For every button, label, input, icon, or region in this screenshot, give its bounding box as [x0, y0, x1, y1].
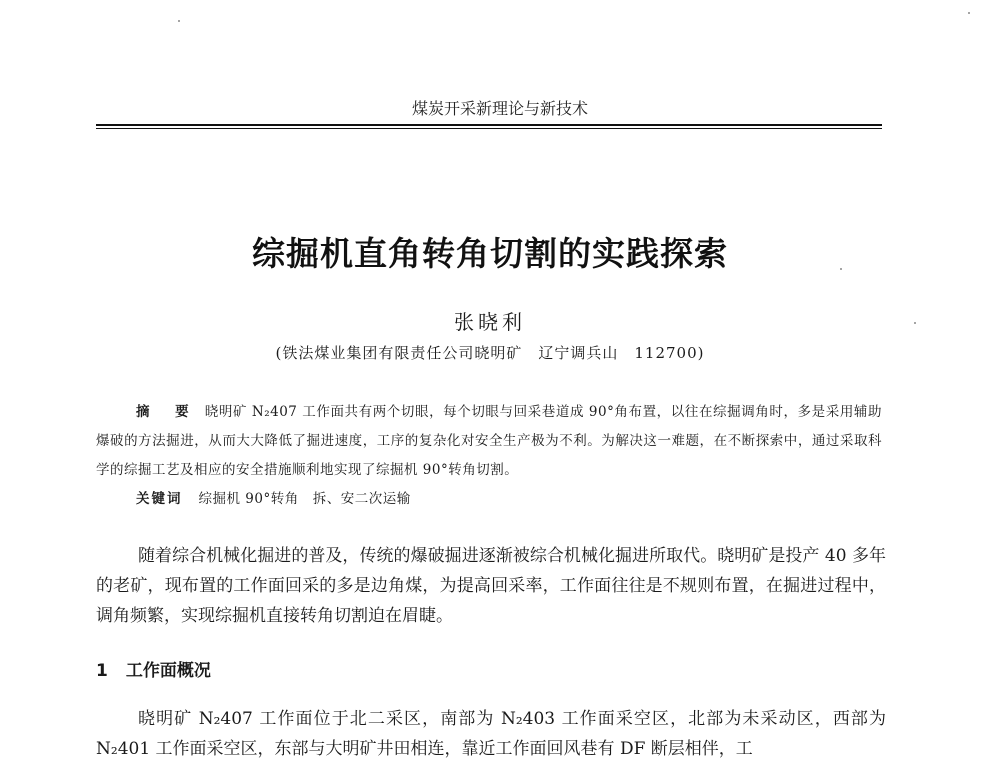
author-name: 张晓利 — [454, 310, 526, 334]
scan-speck — [914, 322, 916, 324]
keywords-label: 关键词 — [136, 491, 183, 507]
section-title: 工作面概况 — [125, 661, 211, 681]
section-heading — [96, 656, 211, 681]
header-rule-thin — [96, 128, 882, 129]
scan-speck — [178, 20, 180, 22]
abstract-text: 晓明矿 N₂407 工作面共有两个切眼，每个切眼与回采巷道成 90°角布置，以往在综掘调角时，多是采用辅助爆破的方法掘进，从而大大降低了掘进速度，工序的复杂化对安全生产极为不利。为解决这一难题，在不断探索中，通过采取科学的综掘工艺及相应的安全措施顺利地实现了综掘机 90°转角切割。 — [96, 404, 882, 478]
running-header: 煤炭开采新理论与新技术 — [411, 99, 588, 118]
author-affiliation: (铁法煤业集团有限责任公司晓明矿 辽宁调兵山 112700) — [275, 344, 705, 362]
keywords-block — [136, 487, 882, 507]
paper-title: 综掘机直角转角切割的实践探索 — [252, 234, 728, 273]
abstract-label: 摘 要 — [136, 404, 195, 420]
keywords-text: 综掘机 90°转角 拆、安二次运输 — [198, 491, 411, 507]
header-rule-thick — [96, 124, 882, 126]
abstract-block — [96, 398, 882, 485]
scan-speck — [968, 12, 970, 14]
body-paragraph-overview: 晓明矿 N₂407 工作面位于北二采区，南部为 N₂403 工作面采空区，北部为未采动区，西部为 N₂401 工作面采空区，东部与大明矿井田相连，靠近工作面回风巷有 DF 断层相伴，工 — [96, 709, 886, 759]
section-number: 1 — [96, 661, 108, 681]
scan-speck — [840, 268, 842, 270]
body-paragraph-intro: 随着综合机械化掘进的普及，传统的爆破掘进逐渐被综合机械化掘进所取代。晓明矿是投产 40 多年的老矿，现布置的工作面回采的多是边角煤，为提高回采率，工作面往往是不规则布置，在掘进过程中，调角频繁，实现综掘机直接转角切割迫在眉睫。 — [96, 546, 886, 626]
